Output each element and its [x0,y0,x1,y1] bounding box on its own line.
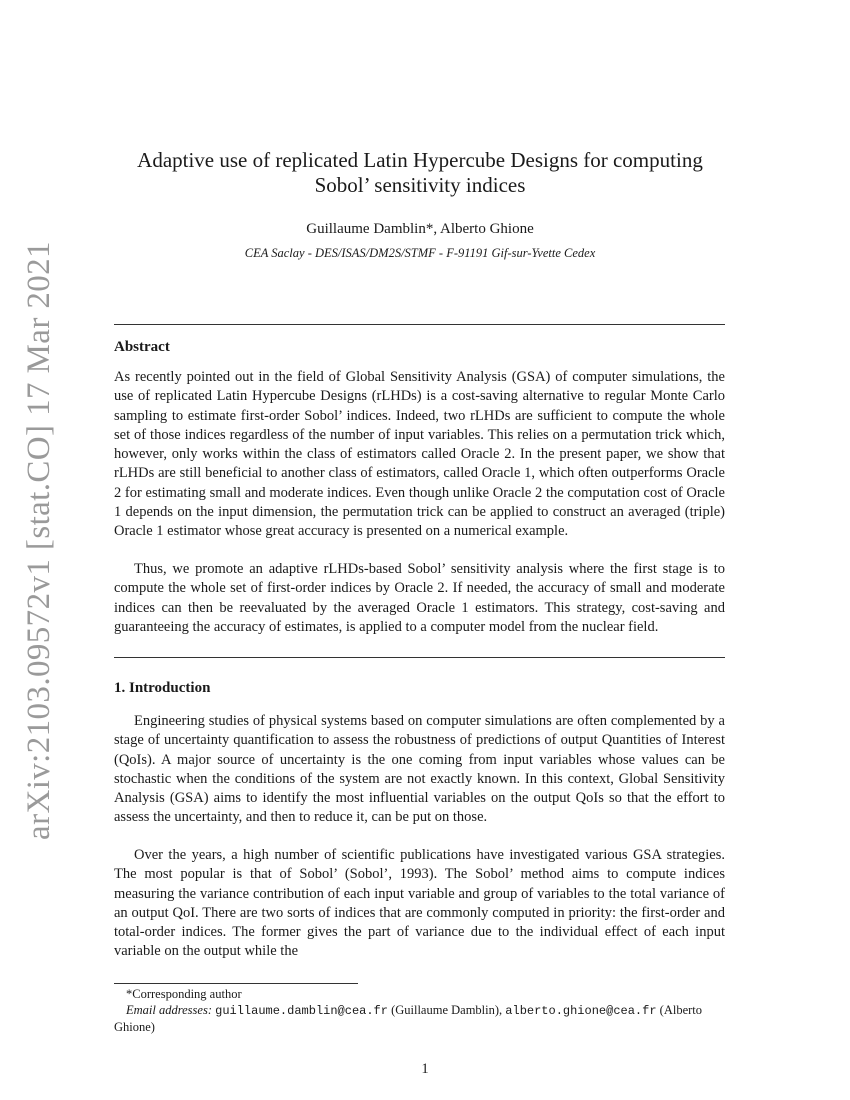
abstract-heading: Abstract [114,339,170,355]
abstract-bottom-rule [114,657,725,658]
abstract-paragraph-1: As recently pointed out in the field of Global Sensitivity Analysis (GSA) of computer simulations, the use of replicated Latin Hypercube Designs (rLHDs) is a cost-saving alternative to regular Monte Carlo sampling to estimate first-order Sobol’ indices. Indeed, two rLHDs are sufficient to compute the whole set of those indices regardless of the number of input variables. This relies on a permutation trick which, however, only works within the class of estimators called Oracle 2. In the present paper, we show that rLHDs are still beneficial to another class of estimators, called Oracle 1, which often outperforms Oracle 2 for estimating small and moderate indices. Even though unlike Oracle 2 the computation cost of Oracle 1 depends on the input dimension, the permutation trick can be applied to construct an averaged (triple) Oracle 1 estimator whose great accuracy is presented on a numerical example. [114,369,725,540]
page-number: 1 [421,1061,429,1077]
email-name-1: (Guillaume Damblin), [391,1003,503,1017]
title-line-1: Adaptive use of replicated Latin Hypercube Designs for computing [137,148,703,172]
footnote-rule [114,983,358,984]
paper-title [110,148,730,198]
email-link-1[interactable]: guillaume.damblin@cea.fr [215,1004,388,1018]
footnote-corresponding-author: *Corresponding author [126,987,242,1001]
affiliation: CEA Saclay - DES/ISAS/DM2S/STMF - F-91191 Gif-sur-Yvette Cedex [244,246,596,260]
email-link-2[interactable]: alberto.ghione@cea.fr [505,1004,657,1018]
arxiv-stamp [4,240,74,840]
email-name-2: (Alberto Ghione) [114,1003,703,1034]
introduction-heading: 1. Introduction [114,680,211,696]
abstract-top-rule [114,324,725,325]
abstract-paragraph-2: Thus, we promote an adaptive rLHDs-based Sobol’ sensitivity analysis where the first stage is to compute the whole set of first-order indices by Oracle 2. If needed, the accuracy of small and moderate indices can then be reevaluated by the averaged Oracle 1 estimators. This strategy, cost-saving and guaranteeing the accuracy of estimates, is applied to a computer model from the nuclear field. [114,561,725,635]
title-line-2: Sobol’ sensitivity indices [314,173,526,197]
introduction-paragraph-2: Over the years, a high number of scientific publications have investigated various GSA strategies. The most popular is that of Sobol’ (Sobol’, 1993). The Sobol’ method aims to compute indices measuring the variance contribution of each input variable and group of variables to the total variance of an output QoI. There are two sorts of indices that are commonly computed in priority: the first-order and total-order indices. The former gives the part of variance due to the individual effect of each input variable on the output while the [114,847,725,960]
footnote-emails [114,1002,725,1035]
authors: Guillaume Damblin*, Alberto Ghione [306,221,534,237]
arxiv-identifier: arXiv:2103.09572v1 [stat.CO] 17 Mar 2021 [20,240,57,840]
email-label: Email addresses: [126,1003,212,1017]
introduction-paragraph-1: Engineering studies of physical systems based on computer simulations are often complemented by a stage of uncertainty quantification to assess the robustness of predictions of output Quantities of Interest (QoIs). A major source of uncertainty is the one coming from input variables whose values can be stochastic when the conditions of the system are not exactly known. In this context, Global Sensitivity Analysis (GSA) aims to identify the most influential variables on the output QoIs so that the effort to assess the uncertainty, and then to reduce it, can be put on those. [114,713,725,826]
